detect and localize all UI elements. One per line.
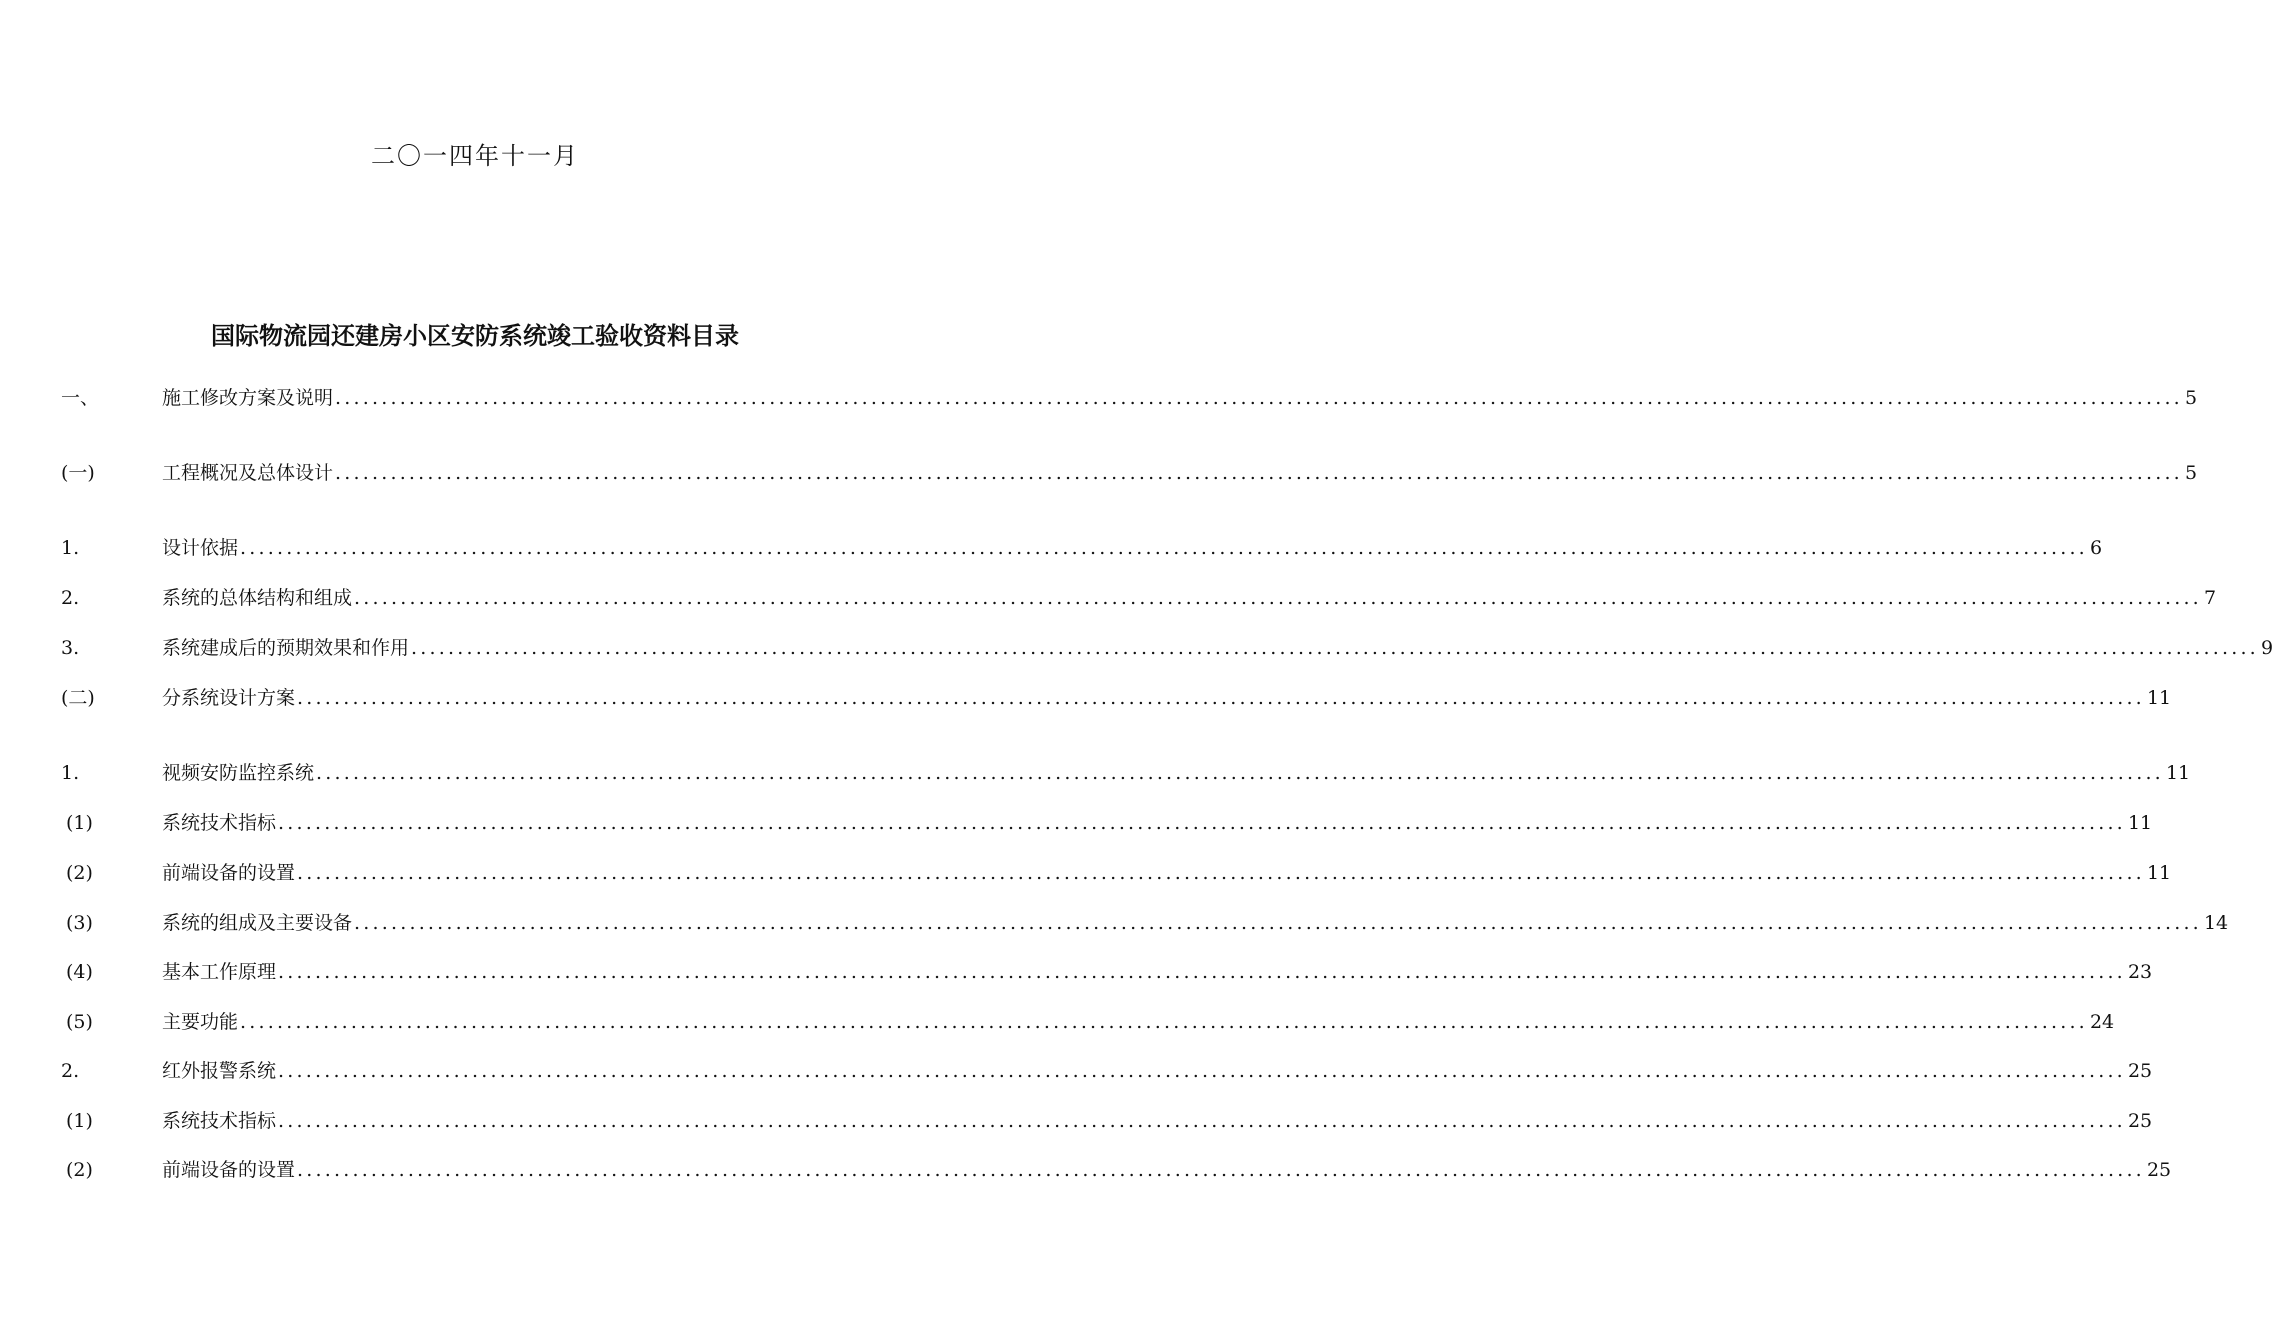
toc-dot-leader: ........................................................................................................................................................................................................ (411, 637, 2259, 659)
toc-entry[interactable] (0, 1157, 2172, 1183)
toc-entry[interactable] (0, 860, 2172, 886)
toc-dot-leader: ........................................................................................................................................................................................................ (278, 1060, 2126, 1082)
toc-entry-number: (5) (66, 1011, 93, 1033)
toc-dot-leader: ........................................................................................................................................................................................................ (297, 687, 2145, 709)
toc-entry-page: 14 (2203, 912, 2229, 934)
toc-entry[interactable] (0, 1108, 2153, 1134)
toc-entry-page: 23 (2127, 961, 2153, 983)
toc-entry[interactable] (0, 959, 2153, 985)
toc-entry-number: (二) (61, 687, 95, 709)
toc-entry[interactable] (0, 535, 2103, 561)
toc-dot-leader: ........................................................................................................................................................................................................ (278, 961, 2126, 983)
toc-entry-number: 一、 (61, 387, 100, 409)
toc-entry[interactable] (0, 910, 2229, 936)
toc-entry-label: 视频安防监控系统 (162, 762, 315, 784)
toc-entry-label: 设计依据 (162, 537, 239, 559)
toc-entry[interactable] (0, 685, 2172, 711)
toc-dot-leader: ........................................................................................................................................................................................................ (278, 812, 2126, 834)
toc-entry-number: (一) (61, 462, 95, 484)
toc-entry-label: 系统技术指标 (162, 812, 277, 834)
toc-entry-number: (4) (66, 961, 93, 983)
toc-entry-number: (2) (66, 862, 93, 884)
toc-entry-label: 前端设备的设置 (162, 1159, 296, 1181)
toc-entry-label: 系统的组成及主要设备 (162, 912, 353, 934)
toc-dot-leader: ........................................................................................................................................................................................................ (316, 762, 2164, 784)
toc-entry-page: 11 (2127, 812, 2153, 834)
toc-dot-leader: ........................................................................................................................................................................................................ (335, 387, 2183, 409)
toc-entry[interactable] (0, 585, 2217, 611)
toc-entry-number: 1. (61, 762, 80, 784)
toc-title: 国际物流园还建房小区安防系统竣工验收资料目录 (211, 322, 739, 350)
toc-entry-label: 红外报警系统 (162, 1060, 277, 1082)
toc-entry-label: 基本工作原理 (162, 961, 277, 983)
toc-entry-page: 25 (2127, 1060, 2153, 1082)
toc-entry[interactable] (0, 635, 2273, 661)
toc-dot-leader: ........................................................................................................................................................................................................ (354, 912, 2202, 934)
toc-entry-page: 11 (2165, 762, 2191, 784)
toc-entry[interactable] (0, 810, 2153, 836)
toc-entry-label: 分系统设计方案 (162, 687, 296, 709)
toc-entry-number: 3. (61, 637, 80, 659)
toc-dot-leader: ........................................................................................................................................................................................................ (335, 462, 2183, 484)
toc-dot-leader: ........................................................................................................................................................................................................ (240, 1011, 2088, 1033)
toc-entry-page: 25 (2146, 1159, 2172, 1181)
toc-entry[interactable] (0, 460, 2198, 486)
toc-entry-page: 7 (2203, 587, 2217, 609)
toc-entry[interactable] (0, 385, 2198, 411)
toc-entry[interactable] (0, 760, 2191, 786)
toc-entry-page: 9 (2260, 637, 2273, 659)
toc-entry-page: 11 (2146, 687, 2172, 709)
toc-entry-label: 前端设备的设置 (162, 862, 296, 884)
toc-entry-number: (1) (66, 812, 93, 834)
toc-entry-label: 系统的总体结构和组成 (162, 587, 353, 609)
document-date: 二〇一四年十一月 (371, 142, 579, 170)
toc-entry-label: 施工修改方案及说明 (162, 387, 334, 409)
toc-entry-page: 24 (2089, 1011, 2115, 1033)
toc-entry-number: 2. (61, 587, 80, 609)
toc-dot-leader: ........................................................................................................................................................................................................ (278, 1110, 2126, 1132)
toc-entry-number: (1) (66, 1110, 93, 1132)
toc-dot-leader: ........................................................................................................................................................................................................ (297, 862, 2145, 884)
toc-entry-page: 11 (2146, 862, 2172, 884)
toc-entry-page: 6 (2089, 537, 2103, 559)
toc-entry-label: 系统建成后的预期效果和作用 (162, 637, 410, 659)
toc-dot-leader: ........................................................................................................................................................................................................ (240, 537, 2088, 559)
toc-entry-label: 主要功能 (162, 1011, 239, 1033)
toc-entry[interactable] (0, 1009, 2115, 1035)
toc-entry-number: (2) (66, 1159, 93, 1181)
toc-entry-label: 系统技术指标 (162, 1110, 277, 1132)
toc-entry-page: 5 (2184, 387, 2198, 409)
toc-entry-number: 1. (61, 537, 80, 559)
toc-entry-page: 25 (2127, 1110, 2153, 1132)
toc-entry-page: 5 (2184, 462, 2198, 484)
toc-dot-leader: ........................................................................................................................................................................................................ (354, 587, 2202, 609)
toc-entry-label: 工程概况及总体设计 (162, 462, 334, 484)
toc-entry[interactable] (0, 1058, 2153, 1084)
toc-entry-number: 2. (61, 1060, 80, 1082)
toc-dot-leader: ........................................................................................................................................................................................................ (297, 1159, 2145, 1181)
toc-entry-number: (3) (66, 912, 93, 934)
